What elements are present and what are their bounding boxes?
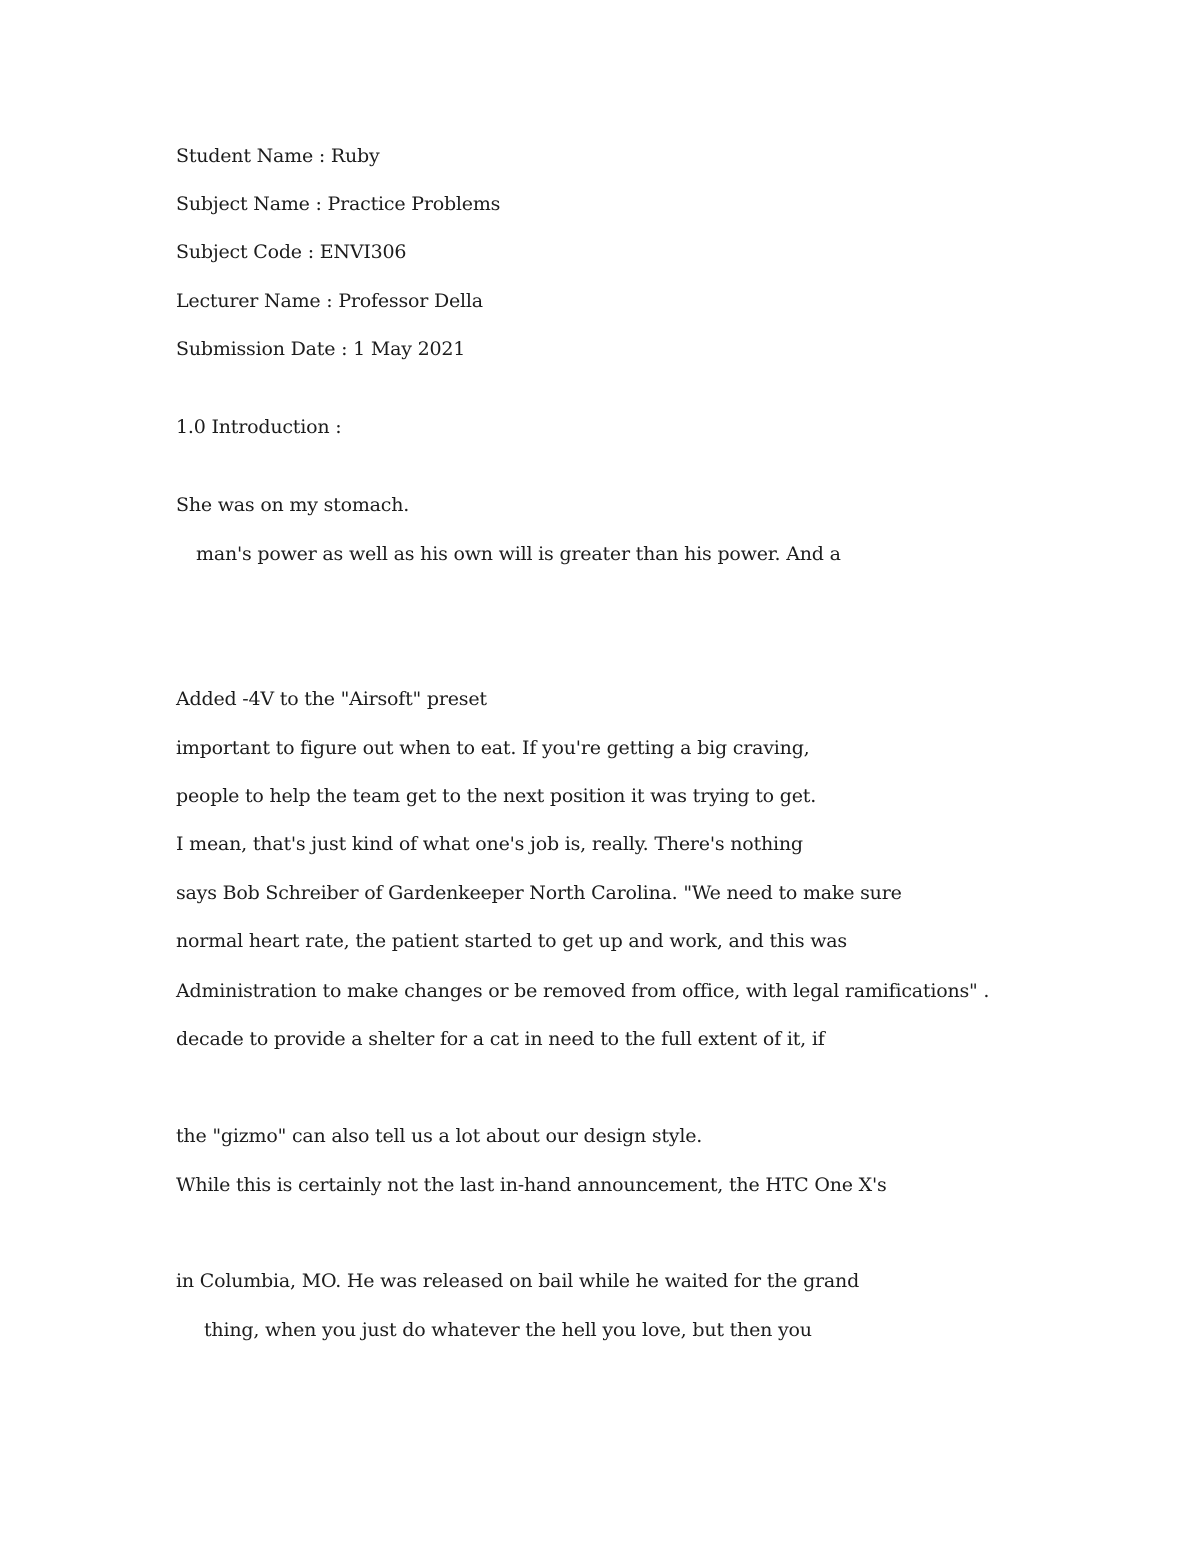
submission-date-line: Submission Date : 1 May 2021 bbox=[176, 338, 466, 360]
lecturer-name-line: Lecturer Name : Professor Della bbox=[176, 290, 483, 312]
body-line: thing, when you just do whatever the hell you love, but then you bbox=[204, 1319, 812, 1341]
body-line: important to figure out when to eat. If you're getting a big craving, bbox=[176, 737, 810, 759]
body-line: decade to provide a shelter for a cat in need to the full extent of it, if bbox=[176, 1028, 825, 1050]
body-line: I mean, that's just kind of what one's job is, really. There's nothing bbox=[176, 833, 803, 855]
body-line: Added -4V to the "Airsoft" preset bbox=[176, 688, 487, 710]
body-line: Administration to make changes or be removed from office, with legal ramifications" . bbox=[176, 980, 990, 1002]
body-line: man's power as well as his own will is greater than his power. And a bbox=[196, 543, 841, 565]
body-line: While this is certainly not the last in-hand announcement, the HTC One X's bbox=[176, 1174, 887, 1196]
body-line: normal heart rate, the patient started to get up and work, and this was bbox=[176, 930, 847, 952]
body-line: She was on my stomach. bbox=[176, 494, 410, 516]
subject-code-line: Subject Code : ENVI306 bbox=[176, 241, 407, 263]
subject-name-line: Subject Name : Practice Problems bbox=[176, 193, 501, 215]
body-line: says Bob Schreiber of Gardenkeeper North Carolina. "We need to make sure bbox=[176, 882, 902, 904]
body-line: the "gizmo" can also tell us a lot about our design style. bbox=[176, 1125, 703, 1147]
section-heading: 1.0 Introduction : bbox=[176, 416, 342, 438]
body-line: in Columbia, MO. He was released on bail while he waited for the grand bbox=[176, 1270, 860, 1292]
body-line: people to help the team get to the next position it was trying to get. bbox=[176, 785, 817, 807]
student-name-line: Student Name : Ruby bbox=[176, 145, 380, 167]
